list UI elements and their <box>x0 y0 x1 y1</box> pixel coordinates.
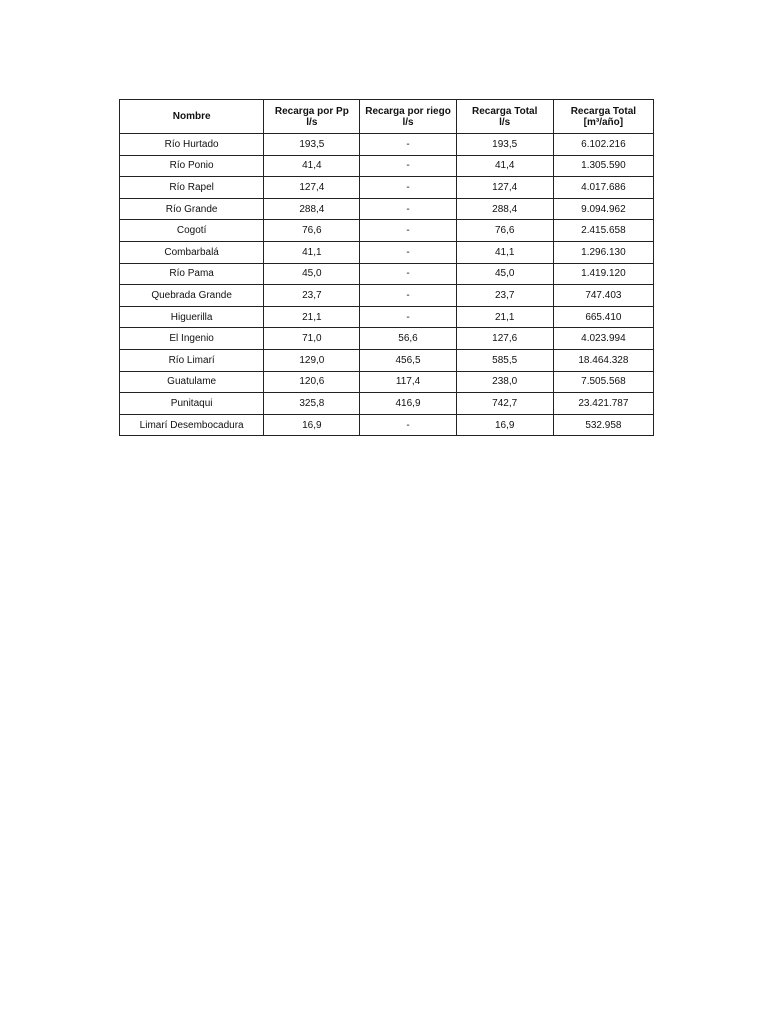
cell-recarga-pp: 41,1 <box>264 241 360 263</box>
cell-recarga-pp: 45,0 <box>264 263 360 285</box>
cell-recarga-total-ls: 193,5 <box>456 134 553 156</box>
cell-nombre: Río Pama <box>120 263 264 285</box>
cell-recarga-pp: 71,0 <box>264 328 360 350</box>
cell-recarga-total-m3: 532.958 <box>553 414 653 436</box>
cell-recarga-riego: - <box>360 198 456 220</box>
cell-recarga-pp: 76,6 <box>264 220 360 242</box>
cell-recarga-total-ls: 585,5 <box>456 349 553 371</box>
cell-nombre: Higuerilla <box>120 306 264 328</box>
cell-nombre: El Ingenio <box>120 328 264 350</box>
table-row <box>120 371 654 393</box>
recharge-table <box>119 99 654 436</box>
header-nombre <box>120 100 264 134</box>
table-row <box>120 198 654 220</box>
cell-recarga-total-ls: 742,7 <box>456 393 553 415</box>
cell-recarga-riego: - <box>360 414 456 436</box>
cell-recarga-total-ls: 288,4 <box>456 198 553 220</box>
cell-recarga-pp: 325,8 <box>264 393 360 415</box>
table-row <box>120 134 654 156</box>
header-recarga-total-m3-label: Recarga Total <box>570 105 637 117</box>
cell-recarga-total-ls: 41,1 <box>456 241 553 263</box>
table-row <box>120 328 654 350</box>
cell-recarga-total-m3: 4.023.994 <box>553 328 653 350</box>
cell-recarga-riego: 56,6 <box>360 328 456 350</box>
header-recarga-pp-label: Recarga por Pp <box>274 105 349 117</box>
cell-recarga-total-m3: 665.410 <box>553 306 653 328</box>
cell-recarga-pp: 127,4 <box>264 177 360 199</box>
cell-recarga-total-m3: 9.094.962 <box>553 198 653 220</box>
cell-recarga-total-ls: 76,6 <box>456 220 553 242</box>
header-recarga-total-ls <box>456 100 553 134</box>
header-recarga-pp-unit: l/s <box>306 116 318 128</box>
cell-recarga-riego: 117,4 <box>360 371 456 393</box>
cell-recarga-total-m3: 1.305.590 <box>553 155 653 177</box>
cell-recarga-pp: 21,1 <box>264 306 360 328</box>
header-recarga-riego-label: Recarga por riego <box>365 105 451 117</box>
cell-recarga-riego: - <box>360 155 456 177</box>
table-row <box>120 349 654 371</box>
cell-recarga-total-ls: 127,4 <box>456 177 553 199</box>
cell-nombre: Punitaqui <box>120 393 264 415</box>
cell-recarga-pp: 129,0 <box>264 349 360 371</box>
cell-recarga-riego: - <box>360 241 456 263</box>
table-row <box>120 285 654 307</box>
cell-recarga-total-ls: 23,7 <box>456 285 553 307</box>
cell-recarga-total-m3: 747.403 <box>553 285 653 307</box>
header-row <box>120 100 654 134</box>
cell-recarga-pp: 16,9 <box>264 414 360 436</box>
cell-recarga-riego: 416,9 <box>360 393 456 415</box>
header-recarga-pp <box>264 100 360 134</box>
cell-recarga-riego: - <box>360 263 456 285</box>
header-recarga-riego <box>360 100 456 134</box>
cell-recarga-total-m3: 1.419.120 <box>553 263 653 285</box>
cell-recarga-total-ls: 45,0 <box>456 263 553 285</box>
cell-recarga-total-ls: 41,4 <box>456 155 553 177</box>
cell-recarga-total-m3: 18.464.328 <box>553 349 653 371</box>
cell-nombre: Limarí Desembocadura <box>120 414 264 436</box>
cell-recarga-total-m3: 2.415.658 <box>553 220 653 242</box>
table-row <box>120 306 654 328</box>
cell-nombre: Río Rapel <box>120 177 264 199</box>
cell-recarga-pp: 120,6 <box>264 371 360 393</box>
header-recarga-total-ls-unit: l/s <box>499 116 511 128</box>
cell-recarga-riego: - <box>360 134 456 156</box>
cell-recarga-riego: - <box>360 220 456 242</box>
table-row <box>120 241 654 263</box>
cell-recarga-total-ls: 238,0 <box>456 371 553 393</box>
cell-recarga-riego: - <box>360 285 456 307</box>
cell-nombre: Guatulame <box>120 371 264 393</box>
table-row <box>120 414 654 436</box>
cell-nombre: Quebrada Grande <box>120 285 264 307</box>
cell-recarga-pp: 23,7 <box>264 285 360 307</box>
cell-nombre: Río Hurtado <box>120 134 264 156</box>
cell-nombre: Cogotí <box>120 220 264 242</box>
cell-nombre: Río Ponio <box>120 155 264 177</box>
header-nombre-label: Nombre <box>172 111 211 122</box>
cell-recarga-pp: 288,4 <box>264 198 360 220</box>
cell-nombre: Río Grande <box>120 198 264 220</box>
table-row <box>120 177 654 199</box>
cell-nombre: Río Limarí <box>120 349 264 371</box>
header-recarga-riego-unit: l/s <box>402 116 414 128</box>
table-header <box>120 100 654 134</box>
cell-recarga-total-m3: 23.421.787 <box>553 393 653 415</box>
cell-recarga-riego: - <box>360 177 456 199</box>
cell-recarga-total-ls: 21,1 <box>456 306 553 328</box>
table-row <box>120 263 654 285</box>
cell-recarga-total-m3: 1.296.130 <box>553 241 653 263</box>
cell-recarga-riego: 456,5 <box>360 349 456 371</box>
cell-recarga-pp: 193,5 <box>264 134 360 156</box>
cell-recarga-total-m3: 4.017.686 <box>553 177 653 199</box>
header-recarga-total-ls-label: Recarga Total <box>472 105 538 117</box>
cell-recarga-total-m3: 6.102.216 <box>553 134 653 156</box>
table-body <box>120 134 654 436</box>
table-row <box>120 393 654 415</box>
cell-recarga-total-ls: 16,9 <box>456 414 553 436</box>
header-recarga-total-m3 <box>553 100 653 134</box>
table-row <box>120 220 654 242</box>
cell-nombre: Combarbalá <box>120 241 264 263</box>
cell-recarga-pp: 41,4 <box>264 155 360 177</box>
cell-recarga-total-ls: 127,6 <box>456 328 553 350</box>
header-recarga-total-m3-unit: [m³/año] <box>583 116 624 128</box>
cell-recarga-riego: - <box>360 306 456 328</box>
table-row <box>120 155 654 177</box>
cell-recarga-total-m3: 7.505.568 <box>553 371 653 393</box>
